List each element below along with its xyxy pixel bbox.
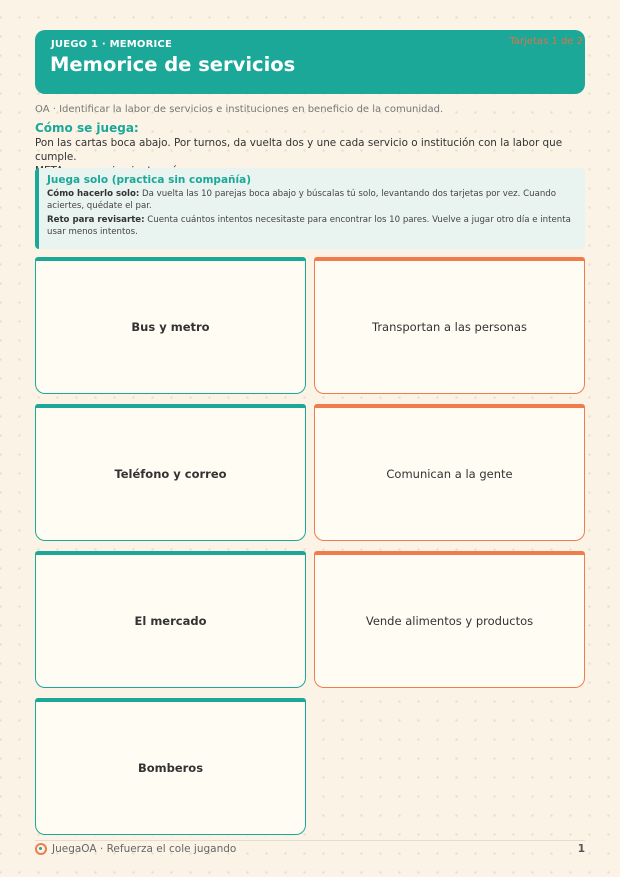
footer-brand: JuegaOA · Refuerza el cole jugando [52,843,237,855]
learning-objective: OA · Identificar la labor de servicios e instituciones en beneficio de la comunidad. [35,104,444,115]
page-title: Memorice de servicios [50,53,296,76]
solo-check-text: Cuenta cuántos intentos necesitaste para encontrar los 10 pares. Vuelve a jugar otro día e intenta usar menos intentos. [47,215,571,237]
how-to-play-title: Cómo se juega: [35,121,139,135]
card-service-3: El mercado [35,551,306,688]
card-service-1: Bus y metro [35,257,306,394]
brand-logo-icon [35,843,47,855]
card-role-2: Comunican a la gente [314,404,585,541]
solo-how-paragraph [47,188,575,212]
solo-how-label: Cómo hacerlo solo: [47,189,140,199]
solo-how-text: Da vuelta las 10 parejas boca abajo y búscalas tú solo, levantando dos tarjetas por vez. Cuando aciertes, quédate el par. [47,189,557,211]
page-header [35,30,585,94]
page-footer [35,843,585,855]
card-service-4: Bomberos [35,698,306,835]
solo-play-box [35,168,585,249]
cards-tag: Tarjetas 1 de 2 [509,36,583,47]
solo-play-title: Juega solo (practica sin compañía) [47,174,251,186]
game-kicker: JUEGO 1 · MEMORICE [51,39,173,50]
card-role-1: Transportan a las personas [314,257,585,394]
solo-check-label: Reto para revisarte: [47,215,145,225]
page-number: 1 [577,843,585,855]
card-role-3: Vende alimentos y productos [314,551,585,688]
card-service-2: Teléfono y correo [35,404,306,541]
how-to-play-line-1: Pon las cartas boca abajo. Por turnos, da vuelta dos y une cada servicio o institución con la labor que cumple. [35,137,563,163]
solo-check-paragraph [47,214,575,238]
footer-divider [35,840,585,841]
